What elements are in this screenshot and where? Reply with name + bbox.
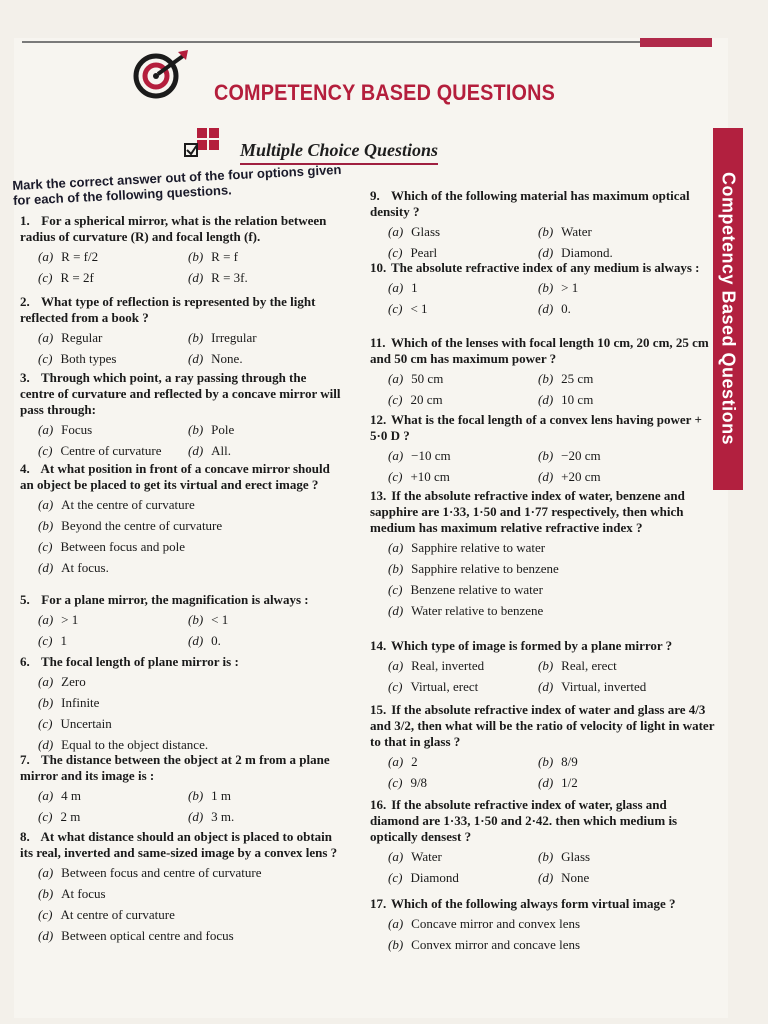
question-13 <box>370 488 716 619</box>
option-label: (c) <box>38 716 53 731</box>
option <box>38 633 188 649</box>
option-label: (a) <box>38 422 54 437</box>
option-text: 2 <box>411 754 418 769</box>
page-title: COMPETENCY BASED QUESTIONS <box>214 80 555 105</box>
option <box>538 754 688 770</box>
option-list <box>38 497 342 576</box>
option-list <box>388 658 716 695</box>
question-text <box>370 335 716 367</box>
question-number: 11. <box>370 335 386 350</box>
option-text: Regular <box>61 330 103 345</box>
option-text: Diamond <box>410 870 459 885</box>
option-text: < 1 <box>211 612 229 627</box>
option <box>538 469 688 485</box>
option-text: > 1 <box>561 280 579 295</box>
option-label: (d) <box>38 928 54 943</box>
option-label: (d) <box>188 351 204 366</box>
option <box>188 788 338 804</box>
option <box>38 270 188 286</box>
option <box>38 928 338 944</box>
question-text <box>370 260 716 276</box>
option-text: +20 cm <box>561 469 601 484</box>
question-text <box>20 592 342 608</box>
option-text: Glass <box>411 224 441 239</box>
option-text: Water <box>561 224 592 239</box>
option <box>388 775 538 791</box>
option <box>188 612 338 628</box>
option-text: 1 m <box>211 788 232 803</box>
option-label: (b) <box>538 224 554 239</box>
option-list <box>388 916 716 953</box>
option <box>388 679 538 695</box>
checklist-icon <box>183 128 225 164</box>
option-label: (a) <box>38 788 54 803</box>
question-body: Which of the following material has maximum optical density ? <box>370 188 690 219</box>
option-label: (b) <box>188 788 204 803</box>
question-text <box>20 370 342 418</box>
option-label: (b) <box>38 695 54 710</box>
option <box>188 633 338 649</box>
option <box>38 330 188 346</box>
option-text: Virtual, inverted <box>561 679 647 694</box>
option-text: 1/2 <box>561 775 578 790</box>
option-text: 0. <box>211 633 221 648</box>
target-icon <box>128 50 192 100</box>
option-text: 1 <box>411 280 418 295</box>
option-text: Sapphire relative to water <box>411 540 546 555</box>
option-text: None <box>561 870 590 885</box>
option <box>38 612 188 628</box>
option-label: (b) <box>38 886 54 901</box>
option <box>388 870 538 886</box>
option <box>38 560 338 576</box>
option-list <box>38 330 342 367</box>
question-number: 16. <box>370 797 387 812</box>
option-label: (b) <box>538 658 554 673</box>
option <box>538 775 688 791</box>
question-text <box>20 461 342 493</box>
option-label: (a) <box>388 916 404 931</box>
option <box>538 224 688 240</box>
question-7 <box>20 752 342 825</box>
option-text: At focus <box>61 886 106 901</box>
option-label: (a) <box>38 249 54 264</box>
option-text: < 1 <box>410 301 428 316</box>
option <box>538 392 688 408</box>
option <box>38 518 338 534</box>
option-label: (d) <box>188 443 204 458</box>
option <box>388 561 688 577</box>
option <box>538 245 688 261</box>
option <box>538 301 688 317</box>
question-9 <box>370 188 716 261</box>
option-text: 20 cm <box>410 392 443 407</box>
option-label: (d) <box>188 270 204 285</box>
question-number: 4. <box>20 461 30 476</box>
option <box>188 809 338 825</box>
question-number: 14. <box>370 638 387 653</box>
option-text: Water relative to benzene <box>411 603 544 618</box>
option-text: 9/8 <box>410 775 428 790</box>
question-number: 5. <box>20 592 30 607</box>
question-body: For a spherical mirror, what is the relation between radius of curvature (R) and focal length (f). <box>20 213 327 244</box>
option-text: Sapphire relative to benzene <box>411 561 559 576</box>
section-subtitle: Multiple Choice Questions <box>240 140 438 165</box>
option <box>388 448 538 464</box>
option <box>388 469 538 485</box>
option-label: (c) <box>38 351 53 366</box>
question-16 <box>370 797 716 886</box>
question-17 <box>370 896 716 953</box>
option-label: (d) <box>538 392 554 407</box>
corner-tab <box>640 38 712 47</box>
question-body: At what position in front of a concave mirror should an object be placed to get its virtual and erect image ? <box>20 461 330 492</box>
option-label: (b) <box>188 612 204 627</box>
option <box>388 754 538 770</box>
option-text: Pole <box>211 422 235 437</box>
option <box>538 679 688 695</box>
side-banner-label: Competency Based Questions <box>718 172 739 446</box>
option-label: (d) <box>38 737 54 752</box>
option <box>388 916 688 932</box>
option-text: 25 cm <box>561 371 594 386</box>
option-label: (c) <box>38 270 53 285</box>
option <box>38 674 338 690</box>
question-text <box>20 654 342 670</box>
option-text: −10 cm <box>411 448 451 463</box>
option <box>388 301 538 317</box>
option <box>38 539 338 555</box>
option-label: (a) <box>38 612 54 627</box>
question-10 <box>370 260 716 317</box>
option-text: Between focus and centre of curvature <box>61 865 262 880</box>
option-text: Between optical centre and focus <box>61 928 234 943</box>
option-label: (c) <box>388 392 403 407</box>
option-text: 2 m <box>60 809 81 824</box>
question-body: At what distance should an object is placed to obtain its real, inverted and same-sized image by a convex lens ? <box>20 829 338 860</box>
option <box>388 937 688 953</box>
question-15 <box>370 702 716 791</box>
question-number: 15. <box>370 702 387 717</box>
question-text <box>370 702 716 750</box>
option-text: R = 2f <box>60 270 94 285</box>
option-text: Zero <box>61 674 86 689</box>
question-text <box>370 797 716 845</box>
option <box>38 422 188 438</box>
option-label: (a) <box>388 540 404 555</box>
option-text: 3 m. <box>211 809 235 824</box>
option-label: (c) <box>38 907 53 922</box>
option <box>38 886 338 902</box>
question-number: 7. <box>20 752 30 767</box>
question-body: Through which point, a ray passing through the centre of curvature and reflected by a concave mirror will pass through: <box>20 370 341 417</box>
question-body: What type of reflection is represented by the light reflected from a book ? <box>20 294 316 325</box>
option-label: (a) <box>388 280 404 295</box>
option-text: > 1 <box>61 612 79 627</box>
option-text: Convex mirror and concave lens <box>411 937 581 952</box>
option-label: (d) <box>38 560 54 575</box>
option-label: (c) <box>388 870 403 885</box>
option-text: At the centre of curvature <box>61 497 195 512</box>
question-14 <box>370 638 716 695</box>
option-label: (b) <box>388 937 404 952</box>
question-number: 8. <box>20 829 30 844</box>
option-text: Diamond. <box>561 245 613 260</box>
option-label: (a) <box>388 371 404 386</box>
option-list <box>388 448 716 485</box>
option-label: (a) <box>388 658 404 673</box>
option <box>388 224 538 240</box>
option-label: (b) <box>388 561 404 576</box>
question-1 <box>20 213 342 286</box>
option-label: (d) <box>538 775 554 790</box>
option <box>38 351 188 367</box>
option <box>38 865 338 881</box>
option <box>538 849 688 865</box>
option-text: −20 cm <box>561 448 601 463</box>
option-label: (b) <box>38 518 54 533</box>
option <box>538 280 688 296</box>
question-11 <box>370 335 716 408</box>
option-text: Water <box>411 849 442 864</box>
option <box>388 392 538 408</box>
option-list <box>38 422 342 459</box>
question-5 <box>20 592 342 649</box>
option-text: Beyond the centre of curvature <box>61 518 223 533</box>
question-number: 1. <box>20 213 30 228</box>
option-label: (c) <box>388 582 403 597</box>
option-text: Focus <box>61 422 93 437</box>
question-4 <box>20 461 342 576</box>
question-number: 17. <box>370 896 387 911</box>
option <box>538 658 688 674</box>
question-body: Which type of image is formed by a plane mirror ? <box>391 638 673 653</box>
question-body: The focal length of plane mirror is : <box>41 654 239 669</box>
instruction-text: Mark the correct answer out of the four options given for each of the following questions. <box>12 161 342 208</box>
option <box>38 788 188 804</box>
option <box>388 658 538 674</box>
option-label: (b) <box>538 754 554 769</box>
option-label: (d) <box>538 245 554 260</box>
option-label: (b) <box>538 448 554 463</box>
option <box>188 351 338 367</box>
option-label: (c) <box>38 539 53 554</box>
question-text <box>370 638 716 654</box>
option-label: (c) <box>388 301 403 316</box>
question-body: For a plane mirror, the magnification is always : <box>41 592 309 607</box>
option-label: (a) <box>38 330 54 345</box>
option-label: (c) <box>388 679 403 694</box>
option <box>388 603 688 619</box>
option <box>38 695 338 711</box>
option <box>538 448 688 464</box>
option-label: (c) <box>38 443 53 458</box>
option-label: (b) <box>538 849 554 864</box>
option-list <box>388 849 716 886</box>
option-label: (a) <box>388 754 404 769</box>
question-12 <box>370 412 716 485</box>
option <box>38 907 338 923</box>
option-text: Concave mirror and convex lens <box>411 916 581 931</box>
question-2 <box>20 294 342 367</box>
option-label: (b) <box>538 371 554 386</box>
question-6 <box>20 654 342 753</box>
option-label: (a) <box>38 497 54 512</box>
option-text: Equal to the object distance. <box>61 737 209 752</box>
option <box>388 245 538 261</box>
question-body: If the absolute refractive index of water, glass and diamond are 1·33, 1·50 and 2·42. then which medium is optically densest ? <box>370 797 678 844</box>
option-list <box>38 674 342 753</box>
option-text: Infinite <box>61 695 100 710</box>
question-body: If the absolute refractive index of water and glass are 4/3 and 3/2, then what will be the ratio of velocity of light in water to that in glass ? <box>370 702 715 749</box>
option-label: (d) <box>538 469 554 484</box>
option-text: 1 <box>60 633 67 648</box>
question-body: If the absolute refractive index of water, benzene and sapphire are 1·33, 1·50 and 1·77 respectively, then which medium has maximum relative refractive index ? <box>370 488 685 535</box>
question-body: What is the focal length of a convex lens having power + 5·0 D ? <box>370 412 702 443</box>
question-number: 2. <box>20 294 30 309</box>
option-label: (c) <box>388 775 403 790</box>
question-8 <box>20 829 342 944</box>
question-number: 13. <box>370 488 387 503</box>
option-text: None. <box>211 351 243 366</box>
side-banner <box>713 128 743 490</box>
question-text <box>20 829 342 861</box>
option-text: R = f/2 <box>61 249 99 264</box>
option-list <box>388 280 716 317</box>
option <box>38 497 338 513</box>
question-text <box>20 752 342 784</box>
question-number: 3. <box>20 370 30 385</box>
option-text: +10 cm <box>410 469 450 484</box>
option <box>38 443 188 459</box>
option-label: (c) <box>388 245 403 260</box>
option-text: Uncertain <box>60 716 112 731</box>
option-label: (d) <box>538 679 554 694</box>
question-text <box>20 213 342 245</box>
option-list <box>388 540 716 619</box>
question-3 <box>20 370 342 459</box>
option-list <box>38 788 342 825</box>
option-text: Real, erect <box>561 658 617 673</box>
option <box>188 422 338 438</box>
question-number: 9. <box>370 188 380 203</box>
option-label: (d) <box>188 633 204 648</box>
option-text: Irregular <box>211 330 257 345</box>
option-label: (b) <box>188 249 204 264</box>
question-body: Which of the lenses with focal length 10 cm, 20 cm, 25 cm and 50 cm has maximum power ? <box>370 335 709 366</box>
option <box>188 249 338 265</box>
option-list <box>38 865 342 944</box>
question-body: The absolute refractive index of any medium is always : <box>391 260 700 275</box>
option <box>538 870 688 886</box>
option-text: Pearl <box>410 245 438 260</box>
option-label: (d) <box>388 603 404 618</box>
option-label: (b) <box>188 330 204 345</box>
option-text: 4 m <box>61 788 82 803</box>
option-list <box>388 371 716 408</box>
option <box>188 330 338 346</box>
option <box>188 443 338 459</box>
option-text: Centre of curvature <box>60 443 162 458</box>
option-label: (d) <box>538 301 554 316</box>
question-number: 10. <box>370 260 387 275</box>
option-text: Real, inverted <box>411 658 485 673</box>
option-label: (a) <box>38 865 54 880</box>
question-number: 6. <box>20 654 30 669</box>
option-label: (a) <box>388 224 404 239</box>
top-rule <box>22 41 712 43</box>
option-text: R = f <box>211 249 239 264</box>
option-label: (c) <box>388 469 403 484</box>
option-label: (d) <box>188 809 204 824</box>
option <box>388 849 538 865</box>
option <box>388 540 688 556</box>
option-list <box>388 754 716 791</box>
option <box>38 737 338 753</box>
option-text: Glass <box>561 849 591 864</box>
option-text: 8/9 <box>561 754 578 769</box>
option <box>388 582 688 598</box>
option-text: Both types <box>60 351 117 366</box>
option-text: At focus. <box>61 560 109 575</box>
question-text <box>20 294 342 326</box>
option-label: (b) <box>538 280 554 295</box>
option-label: (d) <box>538 870 554 885</box>
option-text: Between focus and pole <box>60 539 185 554</box>
question-body: The distance between the object at 2 m from a plane mirror and its image is : <box>20 752 330 783</box>
option-list <box>38 249 342 286</box>
question-text <box>370 896 716 912</box>
option-label: (b) <box>188 422 204 437</box>
option-label: (a) <box>388 849 404 864</box>
question-number: 12. <box>370 412 387 427</box>
question-text <box>370 412 716 444</box>
option-text: 50 cm <box>411 371 444 386</box>
option <box>388 371 538 387</box>
option <box>388 280 538 296</box>
option-list <box>38 612 342 649</box>
option-text: 10 cm <box>561 392 594 407</box>
option-label: (a) <box>388 448 404 463</box>
option-text: All. <box>211 443 232 458</box>
option-text: At centre of curvature <box>60 907 175 922</box>
option <box>38 716 338 732</box>
option-text: R = 3f. <box>211 270 248 285</box>
option <box>538 371 688 387</box>
option <box>188 270 338 286</box>
option-text: 0. <box>561 301 571 316</box>
option-text: Virtual, erect <box>410 679 479 694</box>
question-text <box>370 488 716 536</box>
option <box>38 249 188 265</box>
question-body: Which of the following always form virtual image ? <box>391 896 676 911</box>
option-label: (c) <box>38 809 53 824</box>
question-text <box>370 188 716 220</box>
option-label: (c) <box>38 633 53 648</box>
option-list <box>388 224 716 261</box>
option <box>38 809 188 825</box>
option-text: Benzene relative to water <box>410 582 543 597</box>
option-label: (a) <box>38 674 54 689</box>
